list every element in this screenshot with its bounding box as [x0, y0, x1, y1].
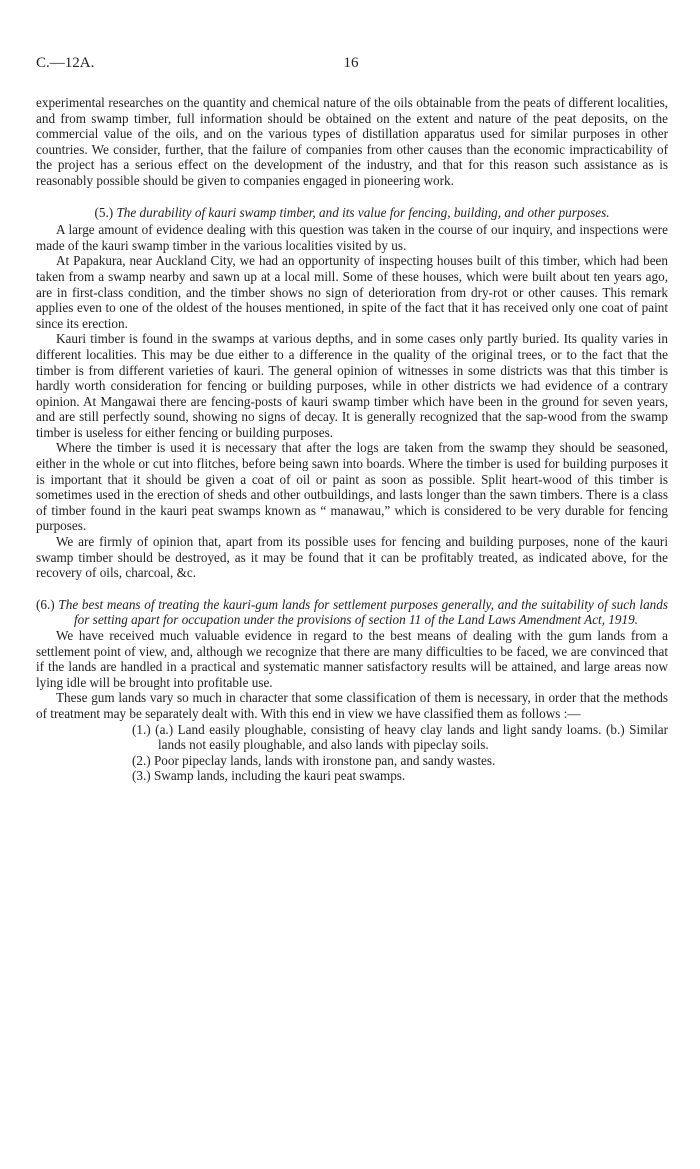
section-5-paragraph: At Papakura, near Auckland City, we had an opportunity of inspecting houses built of this timber, which had been taken from a swamp nearby and sawn up at a local mill. Some of these houses, which were built about ten years ago, are in first-class condition, and the timber shows no sign of deterioration from dry-rot or other causes. This remark applies even to one of the oldest of the houses mentioned, in spite of the fact that it has received only one coat of paint since its erection. [36, 253, 668, 331]
section-5-number: (5.) [94, 204, 114, 220]
section-6-heading [36, 597, 668, 628]
page-body [36, 95, 668, 784]
classification-item: (3.) Swamp lands, including the kauri peat swamps. [132, 768, 406, 784]
section-5-heading [36, 205, 668, 221]
document-reference: C.—12A. [36, 55, 95, 71]
page-number: 16 [343, 55, 359, 71]
section-6-title: The best means of treating the kauri-gum lands for settlement purposes generally, and the suitability of such lands for setting apart for occupation under the provisions of section 11 of the Land Laws Amendment Act, 1919. [58, 596, 668, 628]
section-5-paragraph: Where the timber is used it is necessary that after the logs are taken from the swamp they should be seasoned, either in the whole or cut into flitches, before being sawn into boards. Where the timber is used for building purposes it is important that it should be given a coat of oil or paint as soon as possible. Split heart-wood of this timber is sometimes used in the erection of sheds and other outbuildings, and lasts longer than the sawn timbers. There is a class of timber found in the kauri peat swamps known as “ manawau,” which is considered to be very durable for fencing purposes. [36, 440, 668, 534]
section-6-paragraph: These gum lands vary so much in character that some classification of them is necessary, in order that the methods of treatment may be separately dealt with. With this end in view we have classified them as follows :— [36, 690, 668, 721]
section-6-paragraph: We have received much valuable evidence in regard to the best means of dealing with the gum lands from a settlement point of view, and, although we recognize that there are many difficulties to be faced, we are convinced that if the lands are handled in a practical and systematic manner satisfactory results will be attained, and large areas now lying idle will be brought into profitable use. [36, 628, 668, 690]
section-5-title: The durability of kauri swamp timber, and its value for fencing, building, and other purposes. [116, 204, 610, 220]
classification-item: (2.) Poor pipeclay lands, lands with ironstone pan, and sandy wastes. [132, 752, 496, 768]
section-5-paragraph: A large amount of evidence dealing with this question was taken in the course of our inquiry, and inspections were made of the kauri swamp timber in the various localities visited by us. [36, 222, 668, 253]
section-6-number: (6.) [36, 596, 55, 612]
section-5-paragraph: Kauri timber is found in the swamps at various depths, and in some cases only partly buried. Its quality varies in different localities. This may be due either to a difference in the quality of the original trees, or to the fact that the timber is from different varieties of kauri. The general opinion of witnesses in some districts was that this timber is hardly worth consideration for fencing or building purposes, while in other districts we had evidence of a contrary opinion. At Mangawai there are fencing-posts of kauri swamp timber which have been in the ground for seven years, and are still perfectly sound, showing no signs of decay. It is generally recognized that the sap-wood from the swamp timber is useless for either fencing or building purposes. [36, 331, 668, 440]
page-header [36, 56, 666, 76]
section-5-paragraph: We are firmly of opinion that, apart from its possible uses for fencing and building purposes, none of the kauri swamp timber should be destroyed, as it may be found that it can be profitably treated, as indicated above, for the recovery of oils, charcoal, &c. [36, 534, 668, 581]
intro-paragraph: experimental researches on the quantity and chemical nature of the oils obtainable from the peats of different localities, and from swamp timber, full information should be obtained on the extent and nature of the peat deposits, on the commercial value of the oils, and on the various types of distillation apparatus used for similar purposes in other countries. We consider, further, that the failure of companies from other causes than the economic impracticability of the project has a serious effect on the development of the industry, and that for this reason such assistance as is reasonably possible should be given to companies engaged in pioneering work. [36, 95, 668, 188]
classification-list [36, 722, 668, 784]
classification-item: (1.) (a.) Land easily ploughable, consisting of heavy clay lands and light sandy loams. (b.) Similar lands not easily ploughable, and also lands with pipeclay soils. [132, 721, 668, 753]
